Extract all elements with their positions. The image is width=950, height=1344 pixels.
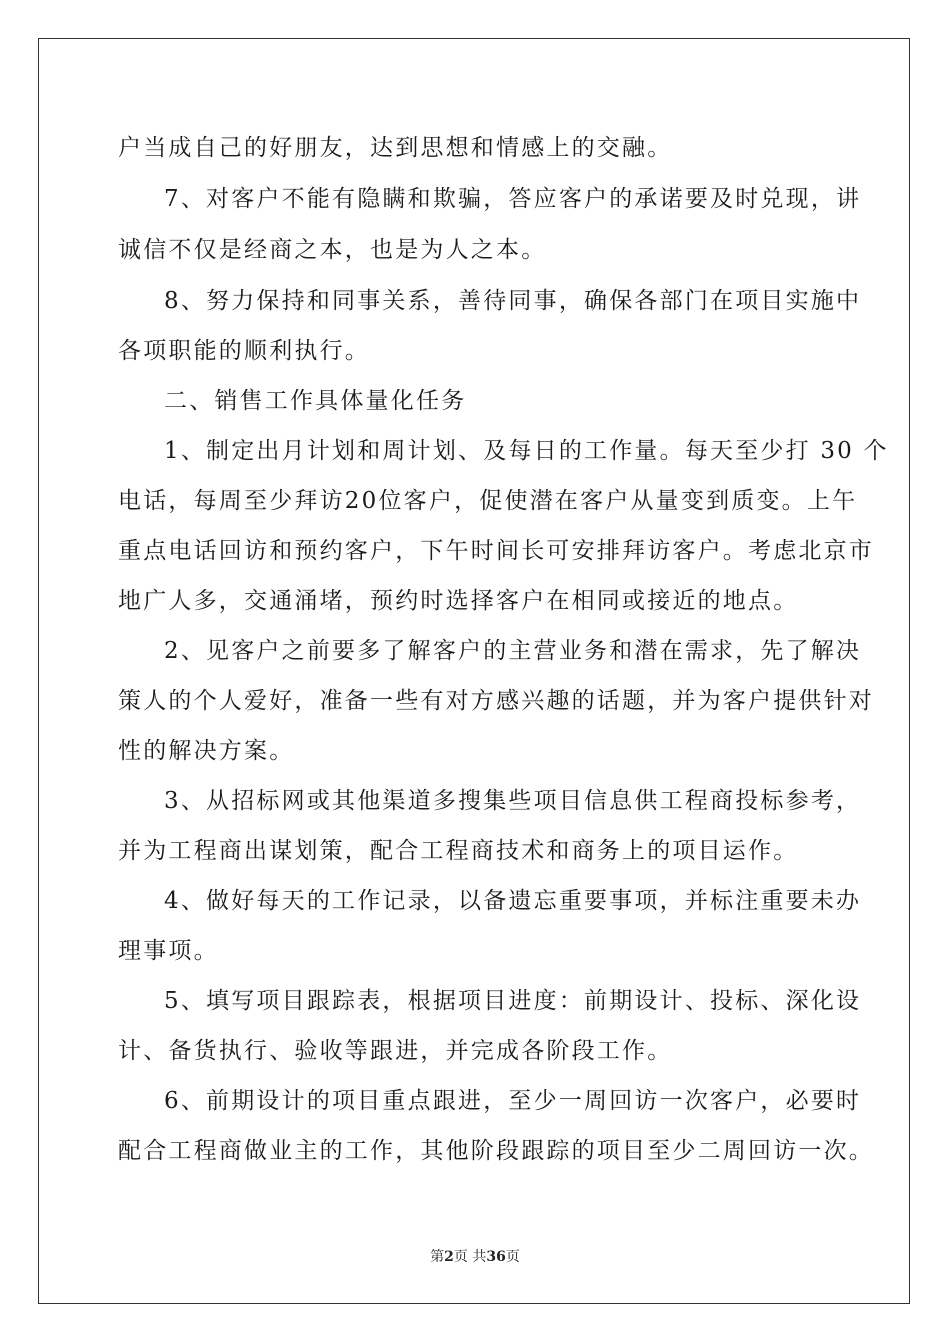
paragraph-line: 7、对客户不能有隐瞒和欺骗，答应客户的承诺要及时兑现，讲 — [164, 186, 862, 212]
paragraph-line: 8、努力保持和同事关系，善待同事，确保各部门在项目实施中 — [164, 288, 862, 314]
paragraph-line: 地广人多，交通涌堵，预约时选择客户在相同或接近的地点。 — [118, 588, 799, 614]
paragraph-line: 4、做好每天的工作记录，以备遗忘重要事项，并标注重要未办 — [164, 888, 862, 914]
paragraph-line: 3、从招标网或其他渠道多搜集些项目信息供工程商投标参考， — [164, 788, 862, 814]
paragraph-line: 5、填写项目跟踪表，根据项目进度：前期设计、投标、深化设 — [164, 988, 862, 1014]
paragraph-line: 重点电话回访和预约客户，下午时间长可安排拜访客户。考虑北京市 — [118, 538, 874, 564]
paragraph-line: 理事项。 — [118, 938, 219, 964]
page-mid: 页 共 — [453, 1249, 487, 1265]
paragraph-line: 配合工程商做业主的工作，其他阶段跟踪的项目至少二周回访一次。 — [118, 1138, 874, 1164]
paragraph-line: 电话，每周至少拜访20位客户，促使潜在客户从量变到质变。上午 — [118, 488, 858, 514]
paragraph-line: 性的解决方案。 — [118, 738, 295, 764]
paragraph-line: 诚信不仅是经商之本，也是为人之本。 — [118, 237, 547, 263]
paragraph-line: 并为工程商出谋划策，配合工程商技术和商务上的项目运作。 — [118, 838, 799, 864]
paragraph-line: 计、备货执行、验收等跟进，并完成各阶段工作。 — [118, 1038, 673, 1064]
paragraph-line: 策人的个人爱好，准备一些有对方感兴趣的话题，并为客户提供针对 — [118, 688, 874, 714]
paragraph-line: 1、制定出月计划和周计划、及每日的工作量。每天至少打 30 个 — [164, 438, 889, 464]
section-heading: 二、销售工作具体量化任务 — [164, 388, 467, 414]
paragraph-line: 2、见客户之前要多了解客户的主营业务和潜在需求，先了解决 — [164, 638, 862, 664]
total-pages-number: 36 — [486, 1249, 506, 1265]
paragraph-line: 6、前期设计的项目重点跟进，至少一周回访一次客户，必要时 — [164, 1088, 862, 1114]
paragraph-line: 户当成自己的好朋友，达到思想和情感上的交融。 — [118, 135, 673, 161]
page-suffix: 页 — [505, 1249, 520, 1265]
page-prefix: 第 — [430, 1249, 445, 1265]
page-number-footer — [0, 1248, 950, 1266]
paragraph-line: 各项职能的顺利执行。 — [118, 338, 370, 364]
current-page-number: 2 — [444, 1249, 454, 1265]
